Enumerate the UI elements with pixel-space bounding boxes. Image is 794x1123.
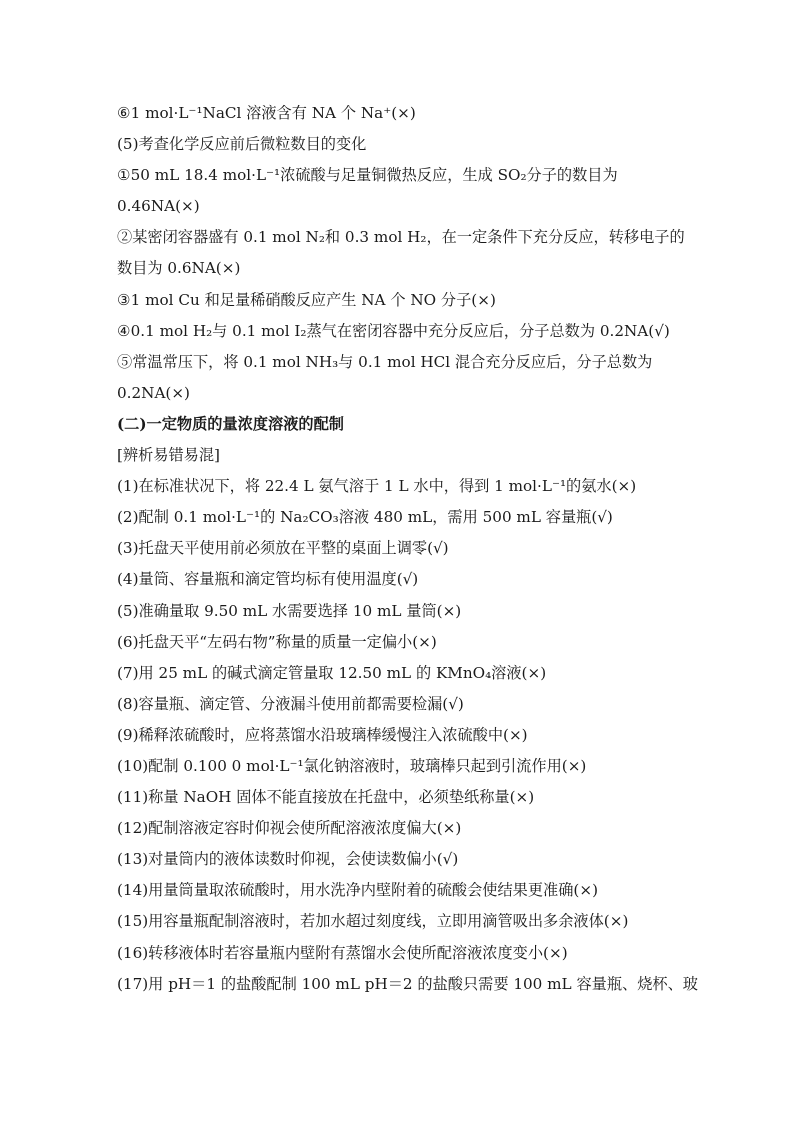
statement-item: (9)稀释浓硫酸时，应将蒸馏水沿玻璃棒缓慢注入浓硫酸中(×): [117, 725, 528, 744]
statement-item: (11)称量 NaOH 固体不能直接放在托盘中，必须垫纸称量(×): [117, 788, 535, 807]
text-line: ⑥1 mol·L⁻¹NaCl 溶液含有 NA 个 Na⁺(×): [117, 104, 416, 122]
text-line: ②某密闭容器盛有 0.1 mol N₂和 0.3 mol H₂，在一定条件下充分反应，转移电子的: [117, 228, 685, 247]
statement-item: (2)配制 0.1 mol·L⁻¹的 Na₂CO₃溶液 480 mL，需用 500 mL 容量瓶(√): [117, 508, 613, 527]
text-line: ⑤常温常压下，将 0.1 mol NH₃与 0.1 mol HCl 混合充分反应后，分子总数为: [117, 352, 653, 371]
statement-item: (14)用量筒量取浓硫酸时，用水洗净内壁附着的硫酸会使结果更准确(×): [117, 881, 599, 900]
statement-item: (6)托盘天平“左码右物”称量的质量一定偏小(×): [117, 632, 437, 651]
statement-item: (13)对量筒内的液体读数时仰视，会使读数偏小(√): [117, 850, 459, 869]
statement-item: (1)在标准状况下，将 22.4 L 氨气溶于 1 L 水中，得到 1 mol·L⁻¹的氨水(×): [117, 477, 637, 496]
statement-item: (4)量筒、容量瓶和滴定管均标有使用温度(√): [117, 570, 419, 589]
text-line: ③1 mol Cu 和足量稀硝酸反应产生 NA 个 NO 分子(×): [117, 290, 496, 309]
statement-item: (5)准确量取 9.50 mL 水需要选择 10 mL 量筒(×): [117, 601, 462, 620]
section-title: (二)一定物质的量浓度溶液的配制: [117, 414, 344, 433]
statement-item: (17)用 pH＝1 的盐酸配制 100 mL pH＝2 的盐酸只需要 100 mL 容量瓶、烧杯、玻: [117, 974, 698, 993]
document-body: [117, 98, 698, 1000]
statement-item: (15)用容量瓶配制溶液时，若加水超过刻度线，立即用滴管吸出多余液体(×): [117, 912, 629, 931]
section-heading: (5)考查化学反应前后微粒数目的变化: [117, 135, 367, 154]
text-line: 数目为 0.6NA(×): [117, 259, 241, 278]
text-line: ④0.1 mol H₂与 0.1 mol I₂蒸气在密闭容器中充分反应后，分子总数为 0.2NA(√): [117, 321, 670, 340]
statement-item: (16)转移液体时若容量瓶内壁附有蒸馏水会使所配溶液浓度变小(×): [117, 943, 568, 962]
statement-item: (8)容量瓶、滴定管、分液漏斗使用前都需要检漏(√): [117, 694, 464, 713]
text-line: ①50 mL 18.4 mol·L⁻¹浓硫酸与足量铜微热反应，生成 SO₂分子的数目为: [117, 166, 618, 185]
statement-item: (7)用 25 mL 的碱式滴定管量取 12.50 mL 的 KMnO₄溶液(×): [117, 663, 547, 682]
text-line: 0.46NA(×): [117, 197, 200, 216]
statement-item: (12)配制溶液定容时仰视会使所配溶液浓度偏大(×): [117, 819, 462, 838]
statement-item: (10)配制 0.100 0 mol·L⁻¹氯化钠溶液时，玻璃棒只起到引流作用(×): [117, 756, 587, 775]
statement-item: (3)托盘天平使用前必须放在平整的桌面上调零(√): [117, 539, 449, 558]
subsection-label: [辨析易错易混]: [117, 446, 220, 465]
text-line: 0.2NA(×): [117, 383, 190, 402]
